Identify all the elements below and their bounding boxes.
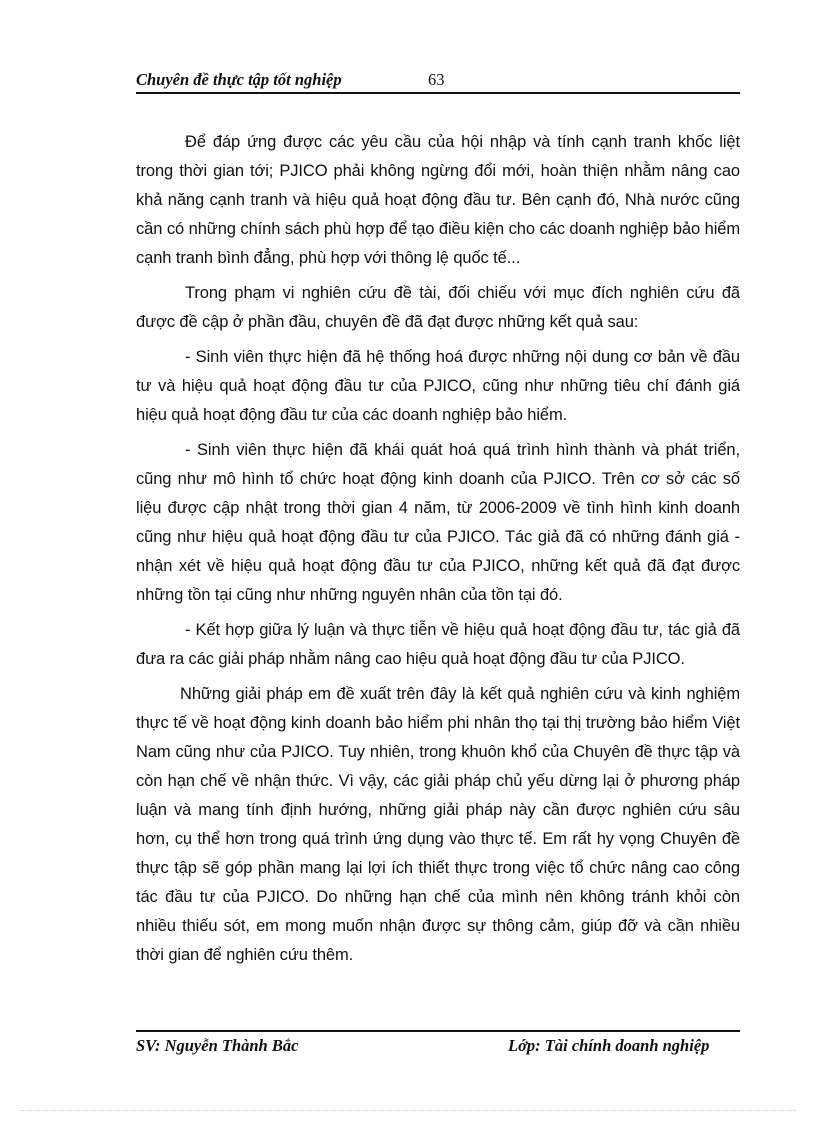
paragraph-4: - Sinh viên thực hiện đã khái quát hoá quá trình hình thành và phát triển, cũng như mô hình tổ chức hoạt động kinh doanh của PJICO. Trên cơ sở các số liệu được cập nhật trong thời gian 4 năm, từ 2006-2009 về tình hình kinh doanh cũng như hiệu quả hoạt động đầu tư của PJICO. Tác giả đã có những đánh giá - nhận xét về hiệu quả hoạt động đầu tư của PJICO, những kết quả đã đạt được những tồn tại cũng như những nguyên nhân của tồn tại đó. (136, 441, 740, 604)
paragraph-3: - Sinh viên thực hiện đã hệ thống hoá được những nội dung cơ bản về đầu tư và hiệu quả hoạt động đầu tư của PJICO, cũng như những tiêu chí đánh giá hiệu quả hoạt động đầu tư của các doanh nghiệp bảo hiểm. (136, 348, 740, 424)
paragraph-1: Để đáp ứng được các yêu cầu của hội nhập và tính cạnh tranh khốc liệt trong thời gian tới; PJICO phải không ngừng đổi mới, hoàn thiện nhằm nâng cao khả năng cạnh tranh và hiệu quả hoạt động đầu tư. Bên cạnh đó, Nhà nước cũng cần có những chính sách phù hợp để tạo điều kiện cho các doanh nghiệp bảo hiểm cạnh tranh bình đẳng, phù hợp với thông lệ quốc tế... (136, 133, 740, 267)
paragraph-6: Những giải pháp em đề xuất trên đây là kết quả nghiên cứu và kinh nghiệm thực tế về hoạt động kinh doanh bảo hiểm phi nhân thọ tại thị trường bảo hiểm Việt Nam cũng như của PJICO. Tuy nhiên, trong khuôn khổ của Chuyên đề thực tập và còn hạn chế về nhận thức. Vì vậy, các giải pháp chủ yếu dừng lại ở phương pháp luận và mang tính định hướng, những giải pháp này cần được nghiên cứu sâu hơn, cụ thể hơn trong quá trình ứng dụng vào thực tế. Em rất hy vọng Chuyên đề thực tập sẽ góp phần mang lại lợi ích thiết thực trong việc tổ chức nâng cao công tác đầu tư của PJICO. Do những hạn chế của mình nên không tránh khỏi còn nhiều thiếu sót, em mong muốn nhận được sự thông cảm, giúp đỡ và cần nhiều thời gian để nghiên cứu thêm. (136, 685, 740, 964)
paragraph-2: Trong phạm vi nghiên cứu đề tài, đối chiếu với mục đích nghiên cứu đã được đề cập ở phần đầu, chuyên đề đã đạt được những kết quả sau: (136, 284, 740, 331)
page-number: 63 (428, 70, 445, 89)
page-header (136, 68, 740, 94)
paragraph-5: - Kết hợp giữa lý luận và thực tiễn về hiệu quả hoạt động đầu tư, tác giả đã đưa ra các giải pháp nhằm nâng cao hiệu quả hoạt động đầu tư của PJICO. (136, 621, 740, 668)
document-title: Chuyên đề thực tập tốt nghiệp (136, 70, 342, 89)
body-text (136, 128, 740, 970)
footer-student-name: SV: Nguyễn Thành Bắc (136, 1036, 299, 1055)
footer-class-name: Lớp: Tài chính doanh nghiệp (508, 1036, 710, 1055)
footer-divider (136, 1030, 740, 1032)
page-bottom-edge (20, 1110, 796, 1111)
